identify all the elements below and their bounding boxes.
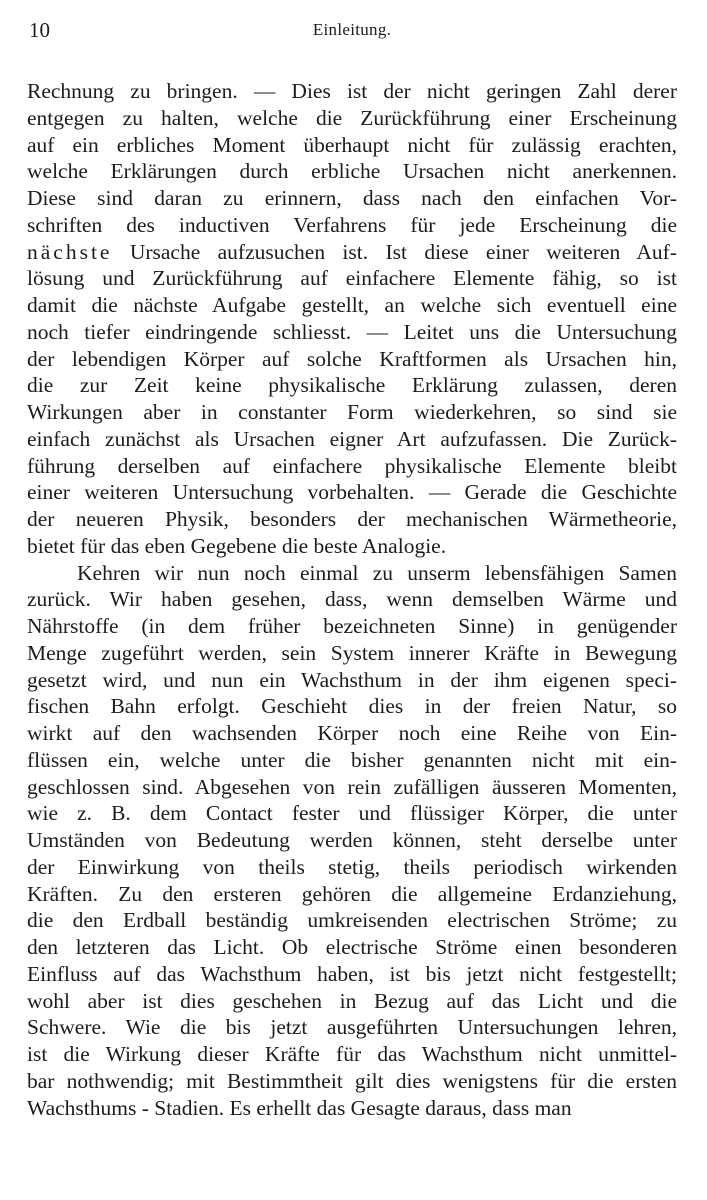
text-line: der lebendigen Körper auf solche Kraftformen als Ursachen hin, <box>27 346 677 371</box>
text-line: Kehren wir nun noch einmal zu unserm lebensfähigen Samen <box>77 560 677 585</box>
text-line: zurück. Wir haben gesehen, dass, wenn demselben Wärme und <box>27 587 677 612</box>
text-line: Nährstoffe (in dem früher bezeichneten Sinne) in genügender <box>27 614 677 638</box>
paragraph <box>27 78 677 560</box>
page-number: 10 <box>29 18 50 42</box>
text-line: wie z. B. dem Contact fester und flüssiger Körper, die unter <box>27 801 677 826</box>
running-head <box>27 14 677 44</box>
text-line: die den Erdball beständig umkreisenden electrischen Ströme; zu <box>27 908 677 933</box>
text-line: die zur Zeit keine physikalische Erklärung zulassen, deren <box>27 373 677 398</box>
text-line: den letzteren das Licht. Ob electrische Ströme einen besonderen <box>27 935 677 959</box>
text-line: gesetzt wird, und nun ein Wachsthum in der ihm eigenen speci- <box>27 667 677 692</box>
text-line: einfach zunächst als Ursachen eigner Art aufzufassen. Die Zurück- <box>27 426 677 451</box>
text-line: Umständen von Bedeutung werden können, steht derselbe unter <box>27 828 677 852</box>
text-line: der neueren Physik, besonders der mechanischen Wärmetheorie, <box>27 507 677 531</box>
text-line: bar nothwendig; mit Bestimmtheit gilt dies wenigstens für die ersten <box>27 1068 677 1093</box>
text-line: entgegen zu halten, welche die Zurückführung einer Erscheinung <box>27 105 677 130</box>
text-line: noch tiefer eindringende schliesst. — Leitet uns die Untersuchung <box>27 319 677 344</box>
text-line: welche Erklärungen durch erbliche Ursachen nicht anerkennen. <box>27 159 677 184</box>
text-line: wohl aber ist dies geschehen in Bezug auf das Licht und die <box>27 988 677 1013</box>
text-line: Diese sind daran zu erinnern, dass nach den einfachen Vor- <box>27 186 677 210</box>
text-line: Wachsthums - Stadien. Es erhellt das Gesagte daraus, dass man <box>27 1095 572 1120</box>
text-line: führung derselben auf einfachere physikalische Elemente bleibt <box>27 453 677 478</box>
text-line: Menge zugeführt werden, sein System innerer Kräfte in Bewegung <box>27 640 677 665</box>
text-line: der Einwirkung von theils stetig, theils periodisch wirkenden <box>27 854 677 879</box>
text-line: Einfluss auf das Wachsthum haben, ist bis jetzt nicht festgestellt; <box>27 961 677 986</box>
text-line: auf ein erbliches Moment überhaupt nicht für zulässig erachten, <box>27 132 677 157</box>
text-line: Kräften. Zu den ersteren gehören die allgemeine Erdanziehung, <box>27 881 677 906</box>
text-line: ist die Wirkung dieser Kräfte für das Wachsthum nicht unmittel- <box>27 1042 677 1066</box>
running-title: Einleitung. <box>312 20 392 39</box>
paragraph <box>27 560 677 1122</box>
text-line: flüssen ein, welche unter die bisher genannten nicht mit ein- <box>27 747 677 772</box>
text-line: lösung und Zurückführung auf einfachere Elemente fähig, so ist <box>27 266 677 291</box>
text-line: Rechnung zu bringen. — Dies ist der nicht geringen Zahl derer <box>27 79 677 103</box>
text-line: fischen Bahn erfolgt. Geschieht dies in der freien Natur, so <box>27 694 677 719</box>
text-line: einer weiteren Untersuchung vorbehalten. — Gerade die Geschichte <box>27 480 677 505</box>
text-line: nächste Ursache aufzusuchen ist. Ist diese einer weiteren Auf- <box>27 239 677 264</box>
text-line: bietet für das eben Gegebene die beste Analogie. <box>27 533 447 558</box>
body-text <box>27 78 677 1121</box>
emphasized-word: nächste <box>27 239 113 264</box>
text-line: damit die nächste Aufgabe gestellt, an welche sich eventuell eine <box>27 293 677 317</box>
text-line: schriften des inductiven Verfahrens für jede Erscheinung die <box>27 212 677 237</box>
text-line: Schwere. Wie die bis jetzt ausgeführten Untersuchungen lehren, <box>27 1015 677 1040</box>
text-line: geschlossen sind. Abgesehen von rein zufälligen äusseren Momenten, <box>27 774 677 799</box>
text-line: Wirkungen aber in constanter Form wiederkehren, so sind sie <box>27 400 677 424</box>
text-line: wirkt auf den wachsenden Körper noch eine Reihe von Ein- <box>27 721 677 745</box>
